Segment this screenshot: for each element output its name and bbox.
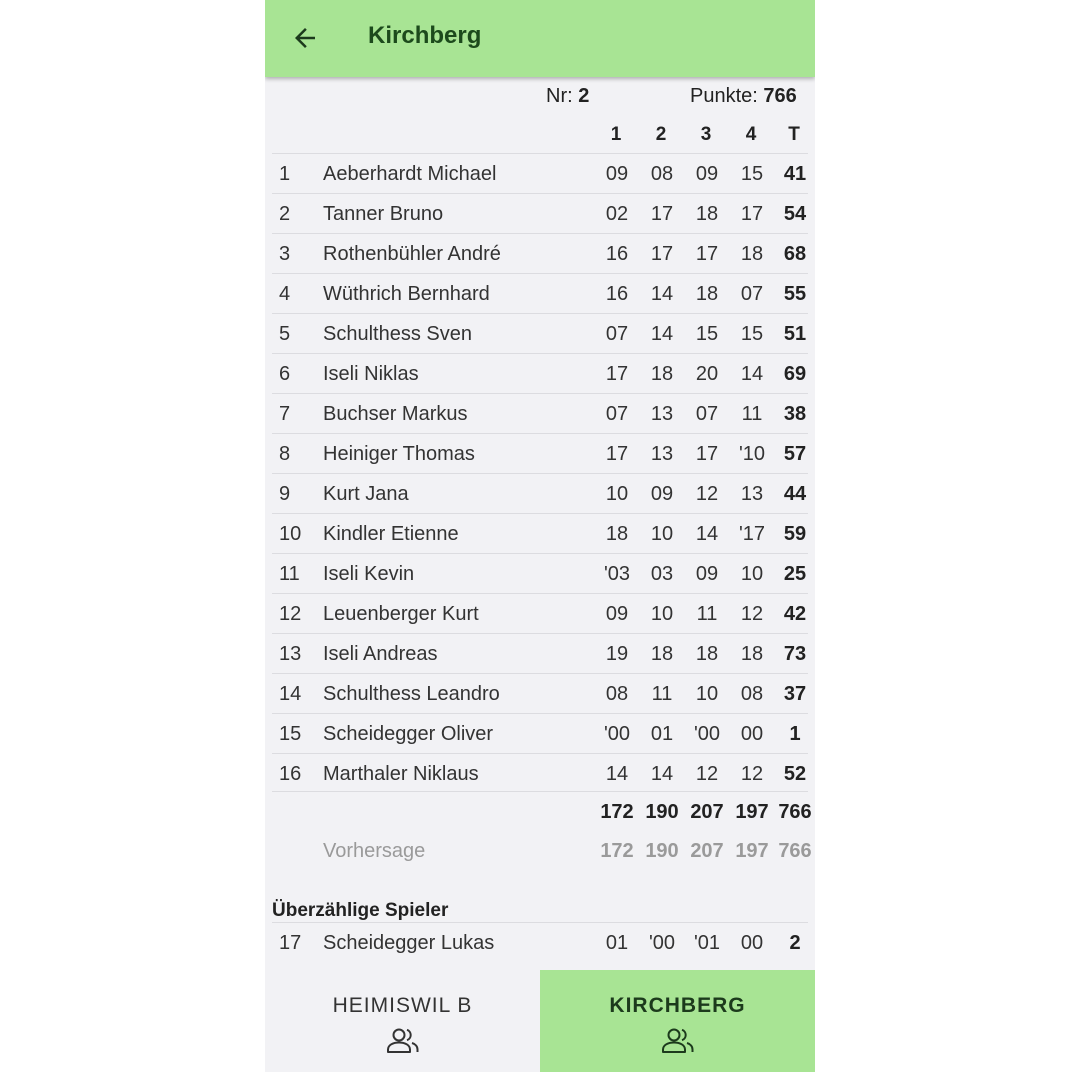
player-name: Iseli Kevin	[323, 563, 415, 585]
score-cell: 18	[650, 643, 674, 665]
score-cell: 09	[650, 483, 674, 505]
prediction-value: 207	[690, 840, 724, 862]
score-cell: 10	[650, 523, 674, 545]
score-cell: '00	[648, 932, 676, 954]
player-name: Iseli Niklas	[323, 363, 419, 385]
table-row[interactable]	[272, 153, 808, 194]
score-cell: 17	[605, 443, 629, 465]
score-table	[265, 77, 815, 970]
score-cell: 14	[605, 763, 629, 785]
score-cell: 17	[605, 363, 629, 385]
player-number: 6	[279, 363, 291, 385]
player-number: 1	[279, 163, 291, 185]
score-cell: 13	[740, 483, 764, 505]
player-name: Iseli Andreas	[323, 643, 438, 665]
team-points-value: 766	[763, 85, 797, 107]
player-name: Schulthess Leandro	[323, 683, 500, 705]
score-cell: 18	[605, 523, 629, 545]
score-cell: 19	[605, 643, 629, 665]
score-cell: 18	[740, 243, 764, 265]
player-name: Schulthess Sven	[323, 323, 472, 345]
score-cell: 14	[740, 363, 764, 385]
score-cell: '03	[603, 563, 631, 585]
table-row[interactable]	[272, 473, 808, 514]
score-cell: 13	[650, 403, 674, 425]
app-screen	[265, 0, 815, 1072]
score-cell: 09	[695, 163, 719, 185]
table-row[interactable]	[272, 593, 808, 634]
player-number: 7	[279, 403, 291, 425]
score-cell: 10	[650, 603, 674, 625]
total-cell: 37	[783, 683, 807, 705]
score-cell: 09	[605, 163, 629, 185]
score-cell: 07	[740, 283, 764, 305]
player-number: 3	[279, 243, 291, 265]
total-cell: 1	[789, 723, 801, 745]
score-cell: 10	[605, 483, 629, 505]
score-cell: 15	[695, 323, 719, 345]
total-cell: 69	[783, 363, 807, 385]
total-cell: 73	[783, 643, 807, 665]
total-cell: 52	[783, 763, 807, 785]
arrow-left-icon	[290, 23, 320, 53]
table-row[interactable]	[272, 713, 808, 754]
bottom-navigation	[265, 970, 815, 1072]
score-cell: 10	[695, 683, 719, 705]
total-cell: 59	[783, 523, 807, 545]
extra-players-heading: Überzählige Spieler	[272, 900, 449, 921]
player-number: 9	[279, 483, 291, 505]
score-cell: 08	[740, 683, 764, 705]
table-row[interactable]	[272, 633, 808, 674]
total-cell: 54	[783, 203, 807, 225]
score-cell: 14	[650, 323, 674, 345]
score-cell: 13	[650, 443, 674, 465]
player-number: 2	[279, 203, 291, 225]
player-name: Kindler Etienne	[323, 523, 459, 545]
score-cell: 12	[740, 603, 764, 625]
table-row[interactable]	[272, 313, 808, 354]
score-cell: 00	[740, 932, 764, 954]
score-cell: 16	[605, 283, 629, 305]
score-cell: 02	[605, 203, 629, 225]
table-row[interactable]	[272, 393, 808, 434]
player-name: Kurt Jana	[323, 483, 409, 505]
total-cell: 57	[783, 443, 807, 465]
score-cell: 17	[695, 443, 719, 465]
prediction-value: 197	[735, 840, 769, 862]
player-name: Tanner Bruno	[323, 203, 444, 225]
score-cell: 12	[695, 763, 719, 785]
score-cell: 07	[695, 403, 719, 425]
total-cell: 44	[783, 483, 807, 505]
score-cell: 17	[650, 243, 674, 265]
column-header: 1	[610, 124, 622, 145]
score-cell: 15	[740, 323, 764, 345]
score-cell: 08	[605, 683, 629, 705]
total-cell: 41	[783, 163, 807, 185]
total-cell: 42	[783, 603, 807, 625]
tab-label: HEIMISWIL B	[332, 994, 473, 1017]
score-cell: '10	[738, 443, 766, 465]
player-number: 17	[279, 932, 302, 954]
total-value: 172	[600, 801, 634, 823]
column-header: 3	[700, 124, 712, 145]
team-number-label: Nr:	[546, 85, 573, 107]
column-header: 2	[655, 124, 667, 145]
table-row[interactable]	[272, 273, 808, 314]
prediction-value: 766	[778, 840, 812, 862]
total-cell: 38	[783, 403, 807, 425]
player-name: Marthaler Niklaus	[323, 763, 479, 785]
score-cell: 12	[695, 483, 719, 505]
player-name: Buchser Markus	[323, 403, 468, 425]
team-number-value: 2	[578, 85, 590, 107]
score-cell: 18	[695, 643, 719, 665]
score-cell: '00	[603, 723, 631, 745]
table-row[interactable]	[272, 922, 808, 963]
total-cell: 51	[783, 323, 807, 345]
score-cell: 18	[695, 203, 719, 225]
score-cell: 16	[605, 243, 629, 265]
total-cell: 2	[789, 932, 801, 954]
score-cell: 14	[650, 283, 674, 305]
table-row[interactable]	[272, 553, 808, 594]
score-cell: 15	[740, 163, 764, 185]
total-cell: 68	[783, 243, 807, 265]
column-header: 4	[745, 124, 757, 145]
score-cell: 08	[650, 163, 674, 185]
score-cell: 09	[605, 603, 629, 625]
people-icon	[386, 1026, 420, 1056]
player-number: 12	[279, 603, 302, 625]
player-name: Scheidegger Oliver	[323, 723, 494, 745]
page-title: Kirchberg	[368, 22, 482, 49]
score-cell: 10	[740, 563, 764, 585]
player-name: Heiniger Thomas	[323, 443, 475, 465]
score-cell: 18	[740, 643, 764, 665]
player-name: Scheidegger Lukas	[323, 932, 495, 954]
team-points	[690, 85, 797, 108]
score-cell: 03	[650, 563, 674, 585]
score-cell: 17	[695, 243, 719, 265]
total-value: 207	[690, 801, 724, 823]
score-cell: 12	[740, 763, 764, 785]
score-cell: '00	[693, 723, 721, 745]
player-number: 11	[279, 563, 300, 585]
column-header: T	[788, 124, 800, 145]
prediction-value: 172	[600, 840, 634, 862]
player-number: 10	[279, 523, 302, 545]
score-cell: 18	[695, 283, 719, 305]
player-number: 15	[279, 723, 302, 745]
table-row[interactable]	[272, 353, 808, 394]
score-cell: 00	[740, 723, 764, 745]
player-number: 14	[279, 683, 302, 705]
player-number: 13	[279, 643, 302, 665]
prediction-value: 190	[645, 840, 679, 862]
score-cell: 09	[695, 563, 719, 585]
player-name: Wüthrich Bernhard	[323, 283, 490, 305]
score-cell: '01	[693, 932, 721, 954]
total-cell: 25	[783, 563, 807, 585]
player-number: 5	[279, 323, 291, 345]
total-value: 190	[645, 801, 679, 823]
team-points-label: Punkte:	[690, 85, 758, 107]
player-number: 4	[279, 283, 291, 305]
table-row[interactable]	[272, 753, 808, 794]
people-icon	[661, 1026, 695, 1056]
team-number	[546, 85, 589, 108]
back-button[interactable]	[285, 18, 325, 58]
prediction-label: Vorhersage	[323, 840, 426, 862]
table-row[interactable]	[272, 673, 808, 714]
table-row[interactable]	[272, 433, 808, 474]
table-row[interactable]	[272, 233, 808, 274]
score-cell: 11	[741, 403, 763, 425]
score-cell: 01	[650, 723, 674, 745]
totals-row	[272, 791, 812, 832]
score-cell: 17	[740, 203, 764, 225]
score-cell: 14	[695, 523, 719, 545]
total-value: 766	[778, 801, 812, 823]
table-row[interactable]	[272, 193, 808, 234]
score-cell: 18	[650, 363, 674, 385]
player-number: 8	[279, 443, 291, 465]
total-value: 197	[735, 801, 769, 823]
tab-kirchberg[interactable]	[540, 970, 815, 1072]
tab-heimiswil-b[interactable]	[265, 970, 540, 1072]
total-cell: 55	[783, 283, 807, 305]
prediction-row	[272, 831, 812, 871]
score-cell: 07	[605, 323, 629, 345]
player-name: Rothenbühler André	[323, 243, 501, 265]
score-cell: 20	[695, 363, 719, 385]
app-bar	[265, 0, 815, 77]
score-cell: 14	[650, 763, 674, 785]
score-cell: 11	[696, 603, 718, 625]
score-cell: 01	[605, 932, 629, 954]
table-row[interactable]	[272, 513, 808, 554]
player-name: Aeberhardt Michael	[323, 163, 497, 185]
score-cell: 07	[605, 403, 629, 425]
player-number: 16	[279, 763, 302, 785]
player-name: Leuenberger Kurt	[323, 603, 479, 625]
score-cell: 17	[650, 203, 674, 225]
score-cell: '17	[738, 523, 766, 545]
tab-label: KIRCHBERG	[609, 994, 746, 1017]
score-cell: 11	[651, 683, 673, 705]
